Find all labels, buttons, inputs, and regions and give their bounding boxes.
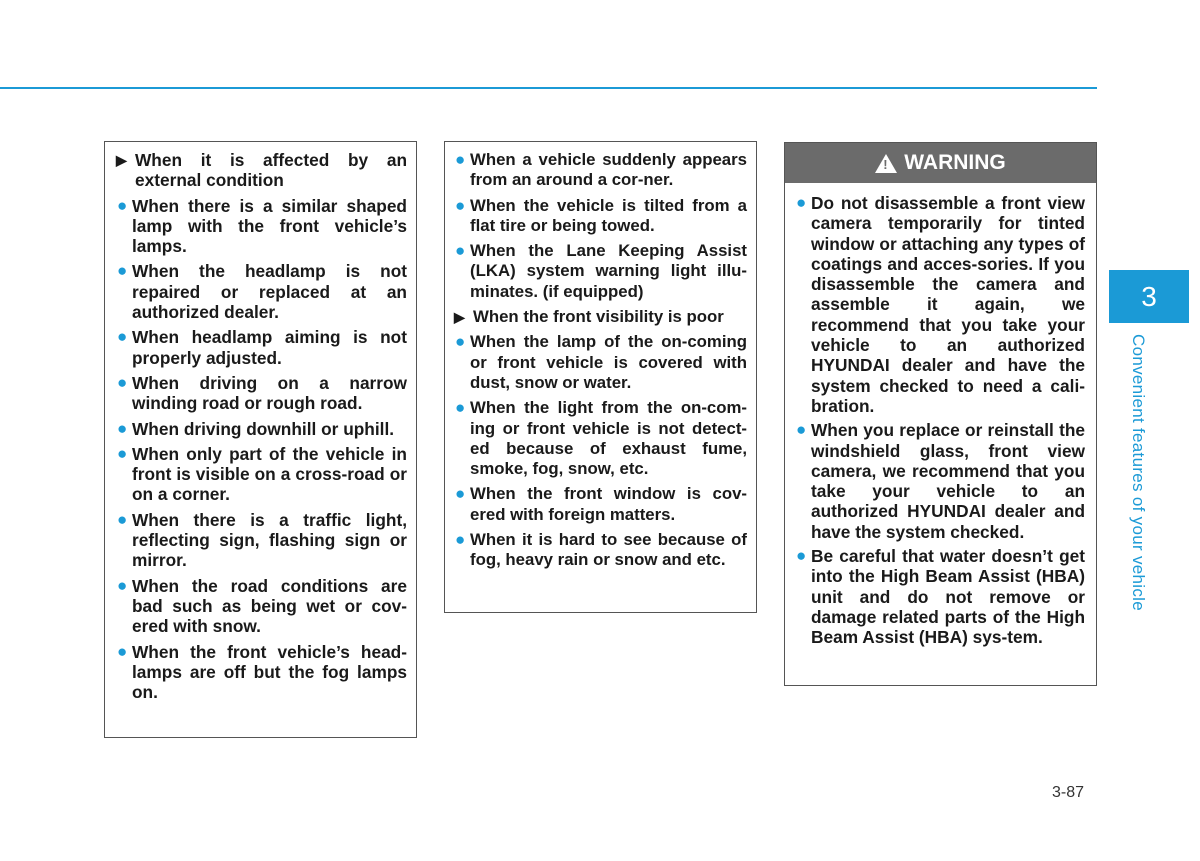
list-item [116, 642, 407, 703]
bullet-icon: ● [117, 641, 128, 661]
list-item [795, 546, 1085, 647]
bullet-icon: ● [117, 509, 128, 529]
bullet-icon: ● [117, 327, 128, 347]
bullet-icon: ● [117, 575, 128, 595]
bullet-icon: ● [796, 193, 807, 212]
list-item-text: When the light from the on-com-ing or front vehicle is not detect-ed because of exhaust fume, smoke, fog, snow, etc. [470, 398, 747, 479]
conditions-box-middle [444, 141, 757, 613]
list-item [116, 373, 407, 414]
list-item [454, 484, 747, 525]
bullet-icon: ● [117, 418, 128, 438]
list-item [454, 150, 747, 191]
list-item-text: Do not disassemble a front view camera temporarily for tinted window or attaching any types of coatings and acces-sories. If you disassemble the camera and assemble it again, we recommend that you take your vehicle to an authorized HYUNDAI dealer and have the system checked to need a cali-bration. [811, 193, 1085, 416]
warning-triangle-icon: ! [875, 154, 897, 173]
list-item [116, 510, 407, 571]
list-item [116, 444, 407, 505]
warning-box [784, 142, 1097, 686]
bullet-icon: ● [455, 332, 466, 352]
list-item [116, 419, 407, 439]
list-item-text: When the Lane Keeping Assist (LKA) system warning light illu-minates. (if equipped) [470, 241, 747, 301]
list-item [795, 193, 1085, 416]
page-number: 3-87 [1052, 784, 1085, 801]
triangle-right-icon: ▶ [454, 309, 465, 326]
chapter-tab [1109, 270, 1189, 323]
conditions-box-left [104, 141, 417, 738]
bullet-icon: ● [455, 195, 466, 215]
list-item-text: When headlamp aiming is not properly adjusted. [132, 327, 407, 368]
warning-list [785, 183, 1096, 648]
list-item-text: When the headlamp is not repaired or replaced at an authorized dealer. [132, 261, 407, 323]
list-item-text: When only part of the vehicle in front is visible on a cross-road or on a corner. [132, 443, 407, 505]
list-item [116, 576, 407, 637]
bullet-icon: ● [117, 261, 128, 281]
bullet-icon: ● [455, 530, 466, 550]
warning-header [785, 143, 1096, 183]
list-item [116, 196, 407, 257]
bullet-icon: ● [117, 443, 128, 463]
list-item [454, 332, 747, 393]
warning-title: WARNING [904, 151, 1006, 174]
list-item-text: When there is a similar shaped lamp with the front vehicle’s lamps. [132, 195, 407, 257]
chapter-number: 3 [1141, 280, 1157, 312]
bullet-icon: ● [455, 484, 466, 504]
bullet-icon: ● [455, 241, 466, 261]
list-item-text: When the lamp of the on-coming or front vehicle is covered with dust, snow or water. [470, 332, 747, 392]
list-item [116, 261, 407, 322]
list-item-text: When a vehicle suddenly appears from an around a cor-ner. [470, 150, 747, 190]
bullet-icon: ● [796, 546, 807, 566]
list-item-text: Be careful that water doesn’t get into the High Beam Assist (HBA) unit and do not remove or damage related parts of the High Beam Assist (HBA) sys-tem. [811, 546, 1085, 648]
list-item-text: When the road conditions are bad such as being wet or cov-ered with snow. [132, 575, 407, 637]
section-heading [454, 307, 747, 327]
list-item-text: When there is a traffic light, reflecting sign, flashing sign or mirror. [132, 509, 407, 571]
condition-list [116, 196, 407, 703]
list-item-text: When the front vehicle’s head-lamps are off but the fog lamps on. [132, 641, 407, 703]
bullet-icon: ● [455, 398, 466, 418]
list-item [454, 196, 747, 237]
list-item-text: When it is hard to see because of fog, heavy rain or snow and etc. [470, 530, 747, 570]
bullet-icon: ● [455, 150, 466, 169]
list-item-text: When driving on a narrow winding road or rough road. [132, 372, 407, 414]
heading-text: When it is affected by an external condition [135, 150, 407, 191]
triangle-right-icon: ▶ [116, 152, 127, 168]
list-item [454, 398, 747, 479]
chapter-title: Convenient features of your vehicle [1129, 334, 1148, 611]
bullet-icon: ● [117, 372, 128, 392]
list-item [454, 241, 747, 302]
condition-list [454, 150, 747, 302]
list-item [795, 420, 1085, 542]
section-heading [116, 150, 407, 191]
heading-text: When the front visibility is poor [473, 307, 724, 327]
list-item-text: When the vehicle is tilted from a flat tire or being towed. [470, 195, 747, 235]
list-item-text: When the front window is cov-ered with foreign matters. [470, 484, 747, 524]
list-item [116, 327, 407, 368]
condition-list [454, 332, 747, 570]
list-item-text: When driving downhill or uphill. [132, 418, 395, 439]
top-rule [0, 87, 1097, 89]
bullet-icon: ● [117, 195, 128, 215]
bullet-icon: ● [796, 420, 807, 440]
list-item-text: When you replace or reinstall the windshield glass, front view camera, we recommend that you take your vehicle to an authorized HYUNDAI dealer and have the system checked. [811, 420, 1085, 542]
list-item [454, 530, 747, 571]
